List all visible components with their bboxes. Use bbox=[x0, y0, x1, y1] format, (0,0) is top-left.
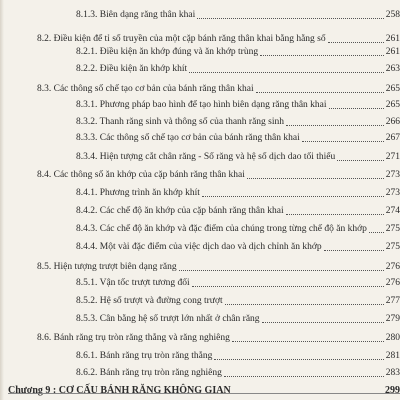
toc-page-number: 258 bbox=[385, 10, 400, 20]
toc-entry-label: Điều kiện ăn khớp đúng và ăn khớp trùng bbox=[99, 47, 259, 57]
toc-entry bbox=[76, 45, 400, 58]
toc-entry-title bbox=[76, 296, 225, 307]
dot-leader bbox=[302, 141, 384, 142]
toc-entry-label: CƠ CẤU BÁNH RĂNG KHÔNG GIAN bbox=[58, 385, 231, 396]
toc-entry bbox=[76, 62, 400, 75]
toc-entry-title bbox=[37, 34, 328, 45]
dot-leader bbox=[197, 18, 383, 19]
toc-entry-title bbox=[76, 368, 224, 379]
toc-entry bbox=[76, 294, 400, 307]
dot-leader bbox=[225, 304, 384, 305]
toc-entry-title bbox=[76, 64, 189, 75]
dot-leader bbox=[224, 376, 384, 377]
toc-entry-label: Thanh răng sinh và thông số của thanh răng sinh bbox=[99, 117, 285, 127]
toc-page-number: 266 bbox=[385, 117, 400, 127]
toc-entry bbox=[37, 168, 400, 181]
toc-page-number: 275 bbox=[385, 224, 400, 234]
toc-page-number: 261 bbox=[385, 47, 400, 57]
toc-entry-title bbox=[76, 10, 197, 21]
toc-entry-number: 8.4.4. bbox=[76, 242, 98, 252]
toc-entry-title bbox=[37, 170, 247, 181]
toc-entry bbox=[37, 331, 400, 344]
toc-entry-title bbox=[8, 385, 233, 396]
toc-entry-number: 8.6.2. bbox=[76, 368, 98, 378]
toc-page-number: 274 bbox=[385, 206, 400, 216]
dot-leader bbox=[189, 72, 384, 73]
toc-entry bbox=[76, 131, 400, 144]
toc-entry-title bbox=[76, 314, 262, 325]
toc-entry-label: Các chế độ ăn khớp và đặc điểm của chúng trong từng chế độ ăn khớp bbox=[99, 224, 367, 234]
toc-page-number: 263 bbox=[385, 64, 400, 74]
toc-entry-title bbox=[37, 262, 179, 273]
toc-entry bbox=[76, 8, 400, 21]
toc-entry bbox=[37, 260, 400, 273]
dot-leader bbox=[247, 178, 384, 179]
dot-leader bbox=[202, 196, 384, 197]
dot-leader bbox=[324, 250, 384, 251]
dot-leader bbox=[262, 322, 384, 323]
dot-leader bbox=[260, 55, 384, 56]
toc-entry bbox=[76, 150, 400, 163]
toc-entry-label: Vận tốc trượt tương đối bbox=[99, 278, 190, 288]
toc-page-number: 280 bbox=[385, 333, 400, 343]
toc-entry-title bbox=[76, 133, 302, 144]
toc-page-number: 277 bbox=[385, 296, 400, 306]
toc-entry-title bbox=[76, 242, 324, 253]
toc-entry-label: Các thông số ăn khớp của cặp bánh răng thân khai bbox=[53, 170, 245, 180]
toc-page-number: 281 bbox=[385, 351, 400, 361]
toc-entry-number: 8.3.4. bbox=[76, 152, 98, 162]
toc-entry-number: 8.5. bbox=[37, 262, 52, 272]
toc-page-number: 267 bbox=[385, 133, 400, 143]
toc-entry-label: Các thông số chế tạo cơ bản của bánh răng thân khai bbox=[99, 133, 300, 143]
toc-entry-title bbox=[76, 206, 286, 217]
toc-entry bbox=[76, 366, 400, 379]
toc-entry bbox=[37, 32, 400, 45]
toc-page-number: 276 bbox=[385, 262, 400, 272]
toc-entry bbox=[76, 240, 400, 253]
toc-entry-label: Điều kiện ăn khớp khít bbox=[99, 64, 188, 74]
toc-entry-number: 8.4.3. bbox=[76, 224, 98, 234]
toc-chapter-heading bbox=[8, 383, 400, 396]
dot-leader bbox=[328, 42, 384, 43]
toc-entry-label: Bánh răng trụ tròn răng nghiêng bbox=[99, 368, 222, 378]
toc-entry-label: Các chế độ ăn khớp của cặp bánh răng thân khai bbox=[99, 206, 284, 216]
toc-page-number: 261 bbox=[385, 34, 400, 44]
toc-entry-label: Hệ số trượt và đường cong trượt bbox=[99, 296, 223, 306]
toc-page-number: 265 bbox=[385, 100, 400, 110]
toc-entry-label: Một vài đặc điểm của việc dịch dao và dịch chỉnh ăn khớp bbox=[99, 242, 322, 252]
toc-entry-number: 8.3.1. bbox=[76, 100, 98, 110]
dot-leader bbox=[286, 125, 384, 126]
toc-entry-number: 8.1.3. bbox=[76, 10, 98, 20]
toc-entry-title bbox=[76, 278, 192, 289]
dot-leader bbox=[329, 108, 384, 109]
toc-entry-number: 8.3. bbox=[37, 84, 52, 94]
toc-entry-title bbox=[76, 100, 329, 111]
toc-entry-number: 8.2.2. bbox=[76, 64, 98, 74]
toc-entry bbox=[76, 222, 400, 235]
toc-page-number: 273 bbox=[385, 188, 400, 198]
toc-page-number: 299 bbox=[385, 385, 400, 396]
toc-entry-title bbox=[76, 188, 202, 199]
dot-leader bbox=[369, 232, 384, 233]
toc-entry-label: Phương pháp bao hình để tạo hình biên dạng răng thân khai bbox=[99, 100, 327, 110]
toc-entry-title bbox=[37, 333, 232, 344]
toc-entry bbox=[76, 312, 400, 325]
toc-entry-label: Biên dạng răng thân khai bbox=[99, 10, 196, 20]
toc-page-number: 273 bbox=[385, 170, 400, 180]
dot-leader bbox=[179, 270, 384, 271]
toc-entry-label: Cân bằng hệ số trượt lớn nhất ở chân răng bbox=[99, 314, 260, 324]
dot-leader bbox=[286, 214, 384, 215]
toc-entry-label: Hiện tượng cắt chân răng - Số răng và hệ số dịch dao tối thiểu bbox=[99, 152, 336, 162]
toc-entry-number: 8.2.1. bbox=[76, 47, 98, 57]
toc-entry bbox=[76, 186, 400, 199]
toc-entry-title bbox=[37, 84, 256, 95]
dot-leader bbox=[256, 92, 384, 93]
toc-entry-title bbox=[76, 117, 286, 128]
toc-entry-number: 8.4.2. bbox=[76, 206, 98, 216]
dot-leader bbox=[232, 341, 384, 342]
toc-entry bbox=[76, 349, 400, 362]
toc-entry bbox=[76, 115, 400, 128]
toc-page-number: 271 bbox=[385, 152, 400, 162]
toc-entry-title bbox=[76, 351, 214, 362]
toc-entry-number: 8.4. bbox=[37, 170, 52, 180]
chapter-underline bbox=[8, 393, 400, 394]
toc-page-number: 265 bbox=[385, 84, 400, 94]
toc-entry-number: 8.5.2. bbox=[76, 296, 98, 306]
toc-entry-number: 8.6. bbox=[37, 333, 52, 343]
toc-entry-label: Bánh răng trụ tròn răng thẳng và răng nghiêng bbox=[53, 333, 230, 343]
toc-entry-label: Điều kiện để tỉ số truyền của một cặp bánh răng thân khai bằng hằng số bbox=[53, 34, 326, 44]
toc-entry-number: 8.2. bbox=[37, 34, 52, 44]
toc-entry-label: Bánh răng trụ tròn răng thẳng bbox=[99, 351, 213, 361]
toc-entry bbox=[76, 276, 400, 289]
toc-entry-label: Các thông số chế tạo cơ bản của bánh răng thân khai bbox=[53, 84, 254, 94]
dot-leader bbox=[214, 359, 383, 360]
dot-leader bbox=[337, 160, 384, 161]
toc-page-number: 279 bbox=[385, 314, 400, 324]
toc-page-number: 275 bbox=[385, 242, 400, 252]
dot-leader bbox=[192, 286, 384, 287]
toc-entry-title bbox=[76, 152, 337, 163]
toc-page-number: 276 bbox=[385, 278, 400, 288]
toc-entry-label: Hiện tượng trượt biên dạng răng bbox=[53, 262, 177, 272]
toc-entry-number: 8.4.1. bbox=[76, 188, 98, 198]
toc-entry bbox=[76, 98, 400, 111]
toc-entry-number: 8.3.3. bbox=[76, 133, 98, 143]
toc-entry-label: Phương trình ăn khớp khít bbox=[99, 188, 200, 198]
toc-entry-number: Chương 9 : bbox=[8, 385, 57, 396]
toc-page-number: 283 bbox=[385, 368, 400, 378]
toc-entry-number: 8.6.1. bbox=[76, 351, 98, 361]
toc-entry-title bbox=[76, 224, 369, 235]
toc-entry bbox=[37, 82, 400, 95]
toc-entry-title bbox=[76, 47, 260, 58]
toc-entry bbox=[76, 204, 400, 217]
toc-entry-number: 8.5.3. bbox=[76, 314, 98, 324]
toc-entry-number: 8.3.2. bbox=[76, 117, 98, 127]
toc-entry-number: 8.5.1. bbox=[76, 278, 98, 288]
page-gutter-shadow bbox=[0, 0, 4, 400]
